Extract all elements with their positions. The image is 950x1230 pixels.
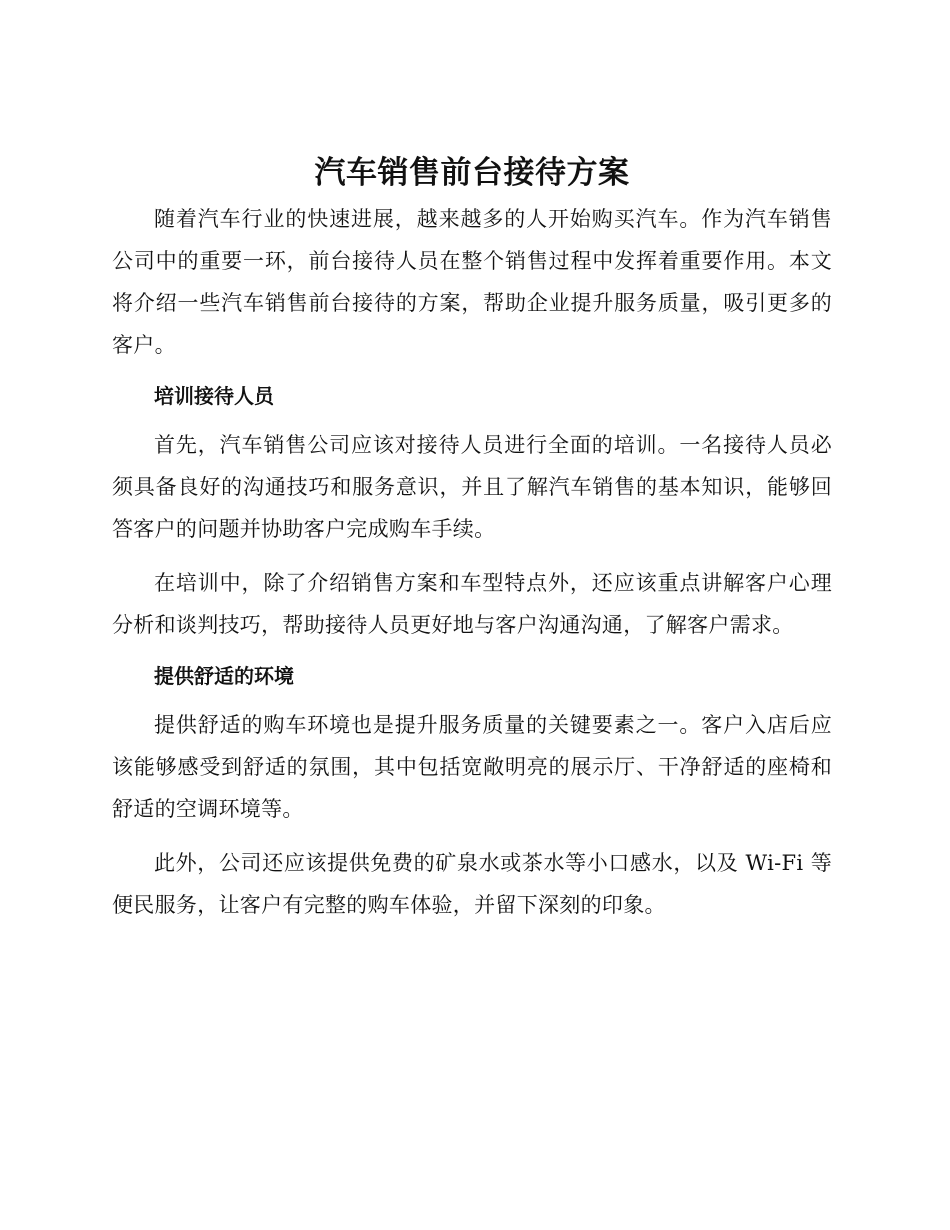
section-training [112, 378, 832, 646]
paragraph: 提供舒适的购车环境也是提升服务质量的关键要素之一。客户入店后应该能够感受到舒适的氛围，其中包括宽敞明亮的展示厅、干净舒适的座椅和舒适的空调环境等。 [112, 713, 832, 821]
section-heading-training: 培训接待人员 [154, 384, 274, 408]
document-page [112, 150, 832, 938]
paragraph: 此外，公司还应该提供免费的矿泉水或茶水等小口感水，以及 Wi-Fi 等便民服务，让客户有完整的购车体验，并留下深刻的印象。 [112, 851, 832, 917]
document-title: 汽车销售前台接待方案 [314, 155, 630, 191]
section-heading-environment: 提供舒适的环境 [154, 664, 294, 688]
paragraph: 首先，汽车销售公司应该对接待人员进行全面的培训。一名接待人员必须具备良好的沟通技巧和服务意识，并且了解汽车销售的基本知识，能够回答客户的问题并协助客户完成购车手续。 [112, 433, 832, 541]
paragraph: 在培训中，除了介绍销售方案和车型特点外，还应该重点讲解客户心理分析和谈判技巧，帮助接待人员更好地与客户沟通沟通，了解客户需求。 [112, 571, 832, 637]
intro-paragraph: 随着汽车行业的快速进展，越来越多的人开始购买汽车。作为汽车销售公司中的重要一环，前台接待人员在整个销售过程中发挥着重要作用。本文将介绍一些汽车销售前台接待的方案，帮助企业提升服务质量，吸引更多的客户。 [112, 207, 832, 357]
section-environment [112, 658, 832, 926]
